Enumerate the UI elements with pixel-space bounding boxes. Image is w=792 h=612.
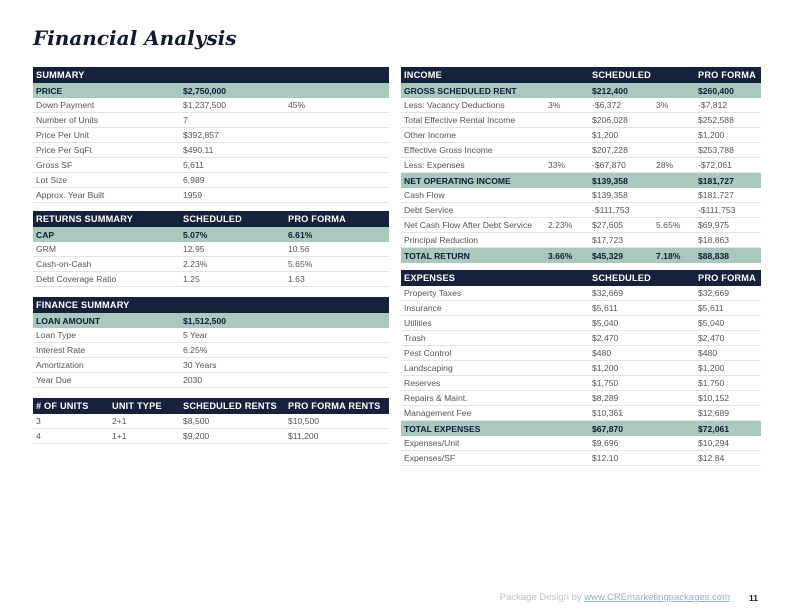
table-row: 3 2+1 $8,500 $10,500 [33,414,389,429]
unit-mix-header: # OF UNITS UNIT TYPE SCHEDULED RENTS PRO FORMA RENTS [33,398,389,414]
table-row: Total Effective Rental Income $206,028 $252,588 [401,113,761,128]
table-row: Repairs & Maint. $8,289 $10,152 [401,391,761,406]
table-row: NET OPERATING INCOME $139,358 $181,727 [401,173,761,188]
table-row: TOTAL RETURN 3.66% $45,329 7.18% $88,838 [401,248,761,263]
returns-summary-table [33,211,389,287]
table-row: Property Taxes $32,669 $32,669 [401,286,761,301]
table-row: Loan Type 5 Year [33,328,389,343]
summary-header: SUMMARY [33,67,389,83]
table-row: Other Income $1,200 $1,200 [401,128,761,143]
table-row: Cash Flow $139,358 $181,727 [401,188,761,203]
table-row: Reserves $1,750 $1,750 [401,376,761,391]
table-row: Expenses/Unit $9,696 $10,294 [401,436,761,451]
table-row: GROSS SCHEDULED RENT $212,400 $260,400 [401,83,761,98]
table-row: Pest Control $480 $480 [401,346,761,361]
footer-link[interactable]: www.CREmarketingpackages.com [584,592,730,603]
table-row: Number of Units 7 [33,113,389,128]
page-number: 11 [749,593,758,603]
table-row: Interest Rate 6.25% [33,343,389,358]
footer-text: Package Design by [499,592,585,603]
table-row: Debt Coverage Ratio 1.25 1.63 [33,272,389,287]
table-row: Less: Vacancy Deductions 3% -$6,372 3% -$7,812 [401,98,761,113]
table-row: Landscaping $1,200 $1,200 [401,361,761,376]
table-row: Principal Reduction $17,723 $18,863 [401,233,761,248]
returns-summary-header: RETURNS SUMMARY SCHEDULED PRO FORMA [33,211,389,227]
table-row: Amortization 30 Years [33,358,389,373]
table-row: Expenses/SF $12.10 $12.84 [401,451,761,466]
expenses-header: EXPENSES SCHEDULED PRO FORMA [401,270,761,286]
table-row: Management Fee $10,361 $12,689 [401,406,761,421]
table-row: TOTAL EXPENSES $67,870 $72,061 [401,421,761,436]
table-row: Utilities $5,040 $5,040 [401,316,761,331]
table-row: Debt Service -$111,753 -$111,753 [401,203,761,218]
table-row: LOAN AMOUNT $1,512,500 [33,313,389,328]
table-row: PRICE $2,750,000 [33,83,389,98]
footer-credit [500,592,730,603]
table-row: Price Per SqFt $490.11 [33,143,389,158]
table-row: Price Per Unit $392,857 [33,128,389,143]
page-title: Financial Analysis [33,26,237,50]
table-row: CAP 5.07% 6.61% [33,227,389,242]
table-row: GRM 12.95 10.56 [33,242,389,257]
table-row: Cash-on-Cash 2.23% 5.65% [33,257,389,272]
table-row: Insurance $5,611 $5,611 [401,301,761,316]
table-row: Less: Expenses 33% -$67,870 28% -$72,061 [401,158,761,173]
unit-mix-table [33,398,389,444]
finance-summary-header: FINANCE SUMMARY [33,297,389,313]
income-header: INCOME SCHEDULED PRO FORMA [401,67,761,83]
table-row: 4 1+1 $9,200 $11,200 [33,429,389,444]
table-row: Gross SF 5,611 [33,158,389,173]
income-table [401,67,761,263]
table-row: Lot Size 6,989 [33,173,389,188]
table-row: Net Cash Flow After Debt Service 2.23% $27,605 5.65% $69,975 [401,218,761,233]
summary-table [33,67,389,203]
table-row: Approx. Year Built 1959 [33,188,389,203]
finance-summary-table [33,297,389,388]
table-row: Down Payment $1,237,500 45% [33,98,389,113]
expenses-table [401,270,761,466]
table-row: Trash $2,470 $2,470 [401,331,761,346]
table-row: Year Due 2030 [33,373,389,388]
table-row: Effective Gross Income $207,228 $253,788 [401,143,761,158]
